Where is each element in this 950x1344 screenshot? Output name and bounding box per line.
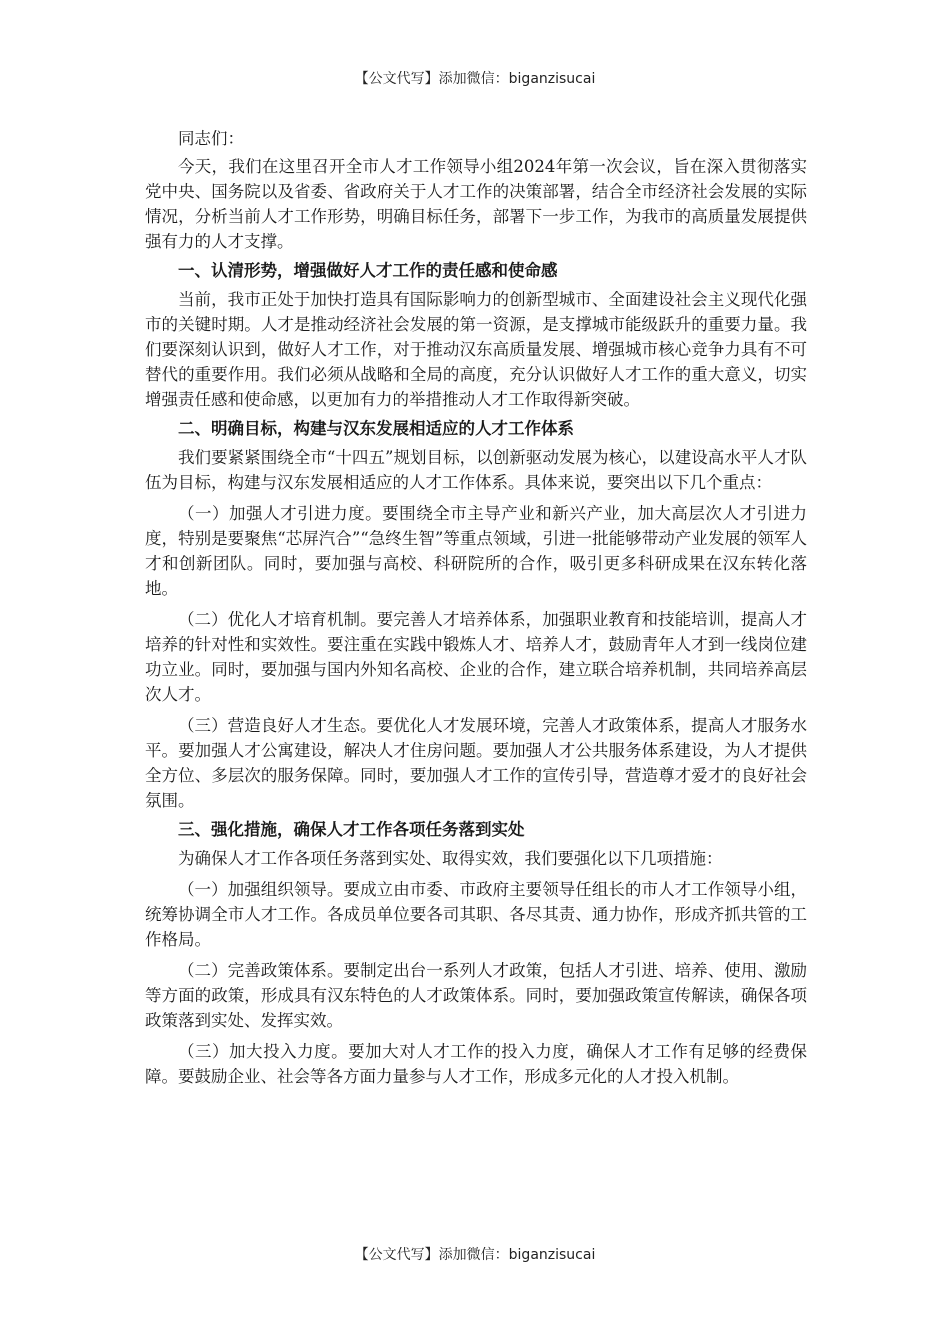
- section-2-item-2: （二）优化人才培育机制。要完善人才培养体系，加强职业教育和技能培训，提高人才培养的针对性和实效性。要注重在实践中锻炼人才、培养人才，鼓励青年人才到一线岗位建功立业。同时，要加强与国内外知名高校、企业的合作，建立联合培养机制，共同培养高层次人才。: [145, 610, 807, 704]
- page-footer: 【公文代写】添加微信：biganzisucai: [354, 1247, 596, 1263]
- page-header: 【公文代写】添加微信：biganzisucai: [354, 71, 596, 87]
- salutation: 同志们：: [178, 129, 244, 148]
- section-2-item-3: （三）营造良好人才生态。要优化人才发展环境，完善人才政策体系，提高人才服务水平。要加强人才公寓建设，解决人才住房问题。要加强人才公共服务体系建设，为人才提供全方位、多层次的服务保障。同时，要加强人才工作的宣传引导，营造尊才爱才的良好社会氛围。: [145, 716, 807, 810]
- section-3-paragraph: 为确保人才工作各项任务落到实处、取得实效，我们要强化以下几项措施：: [178, 849, 723, 868]
- section-2-paragraph: 我们要紧紧围绕全市“十四五”规划目标，以创新驱动发展为核心，以建设高水平人才队伍为目标，构建与汉东发展相适应的人才工作体系。具体来说，要突出以下几个重点：: [145, 448, 807, 492]
- document-body: [145, 126, 807, 1089]
- intro-paragraph: 今天，我们在这里召开全市人才工作领导小组2024年第一次会议，旨在深入贯彻落实党中央、国务院以及省委、省政府关于人才工作的决策部署，结合全市经济社会发展的实际情况，分析当前人才工作形势，明确目标任务，部署下一步工作，为我市的高质量发展提供强有力的人才支撑。: [145, 157, 807, 251]
- section-3-item-3: （三）加大投入力度。要加大对人才工作的投入力度，确保人才工作有足够的经费保障。要鼓励企业、社会等各方面力量参与人才工作，形成多元化的人才投入机制。: [145, 1042, 807, 1086]
- section-1-paragraph: 当前，我市正处于加快打造具有国际影响力的创新型城市、全面建设社会主义现代化强市的关键时期。人才是推动经济社会发展的第一资源，是支撑城市能级跃升的重要力量。我们要深刻认识到，做好人才工作，对于推动汉东高质量发展、增强城市核心竞争力具有不可替代的重要作用。我们必须从战略和全局的高度，充分认识做好人才工作的重大意义，切实增强责任感和使命感，以更加有力的举措推动人才工作取得新突破。: [145, 290, 807, 409]
- section-1-heading: 一、认清形势，增强做好人才工作的责任感和使命感: [178, 261, 558, 280]
- section-2-heading: 二、明确目标，构建与汉东发展相适应的人才工作体系: [178, 419, 574, 438]
- section-2-item-1: （一）加强人才引进力度。要围绕全市主导产业和新兴产业，加大高层次人才引进力度，特别是要聚焦“芯屏汽合”“急终生智”等重点领域，引进一批能够带动产业发展的领军人才和创新团队。同时，要加强与高校、科研院所的合作，吸引更多科研成果在汉东转化落地。: [145, 504, 807, 598]
- section-3-item-1: （一）加强组织领导。要成立由市委、市政府主要领导任组长的市人才工作领导小组，统筹协调全市人才工作。各成员单位要各司其职、各尽其责、通力协作，形成齐抓共管的工作格局。: [145, 880, 807, 949]
- section-3-item-2: （二）完善政策体系。要制定出台一系列人才政策，包括人才引进、培养、使用、激励等方面的政策，形成具有汉东特色的人才政策体系。同时，要加强政策宣传解读，确保各项政策落到实处、发挥实效。: [145, 961, 807, 1030]
- section-3-heading: 三、强化措施，确保人才工作各项任务落到实处: [178, 820, 525, 839]
